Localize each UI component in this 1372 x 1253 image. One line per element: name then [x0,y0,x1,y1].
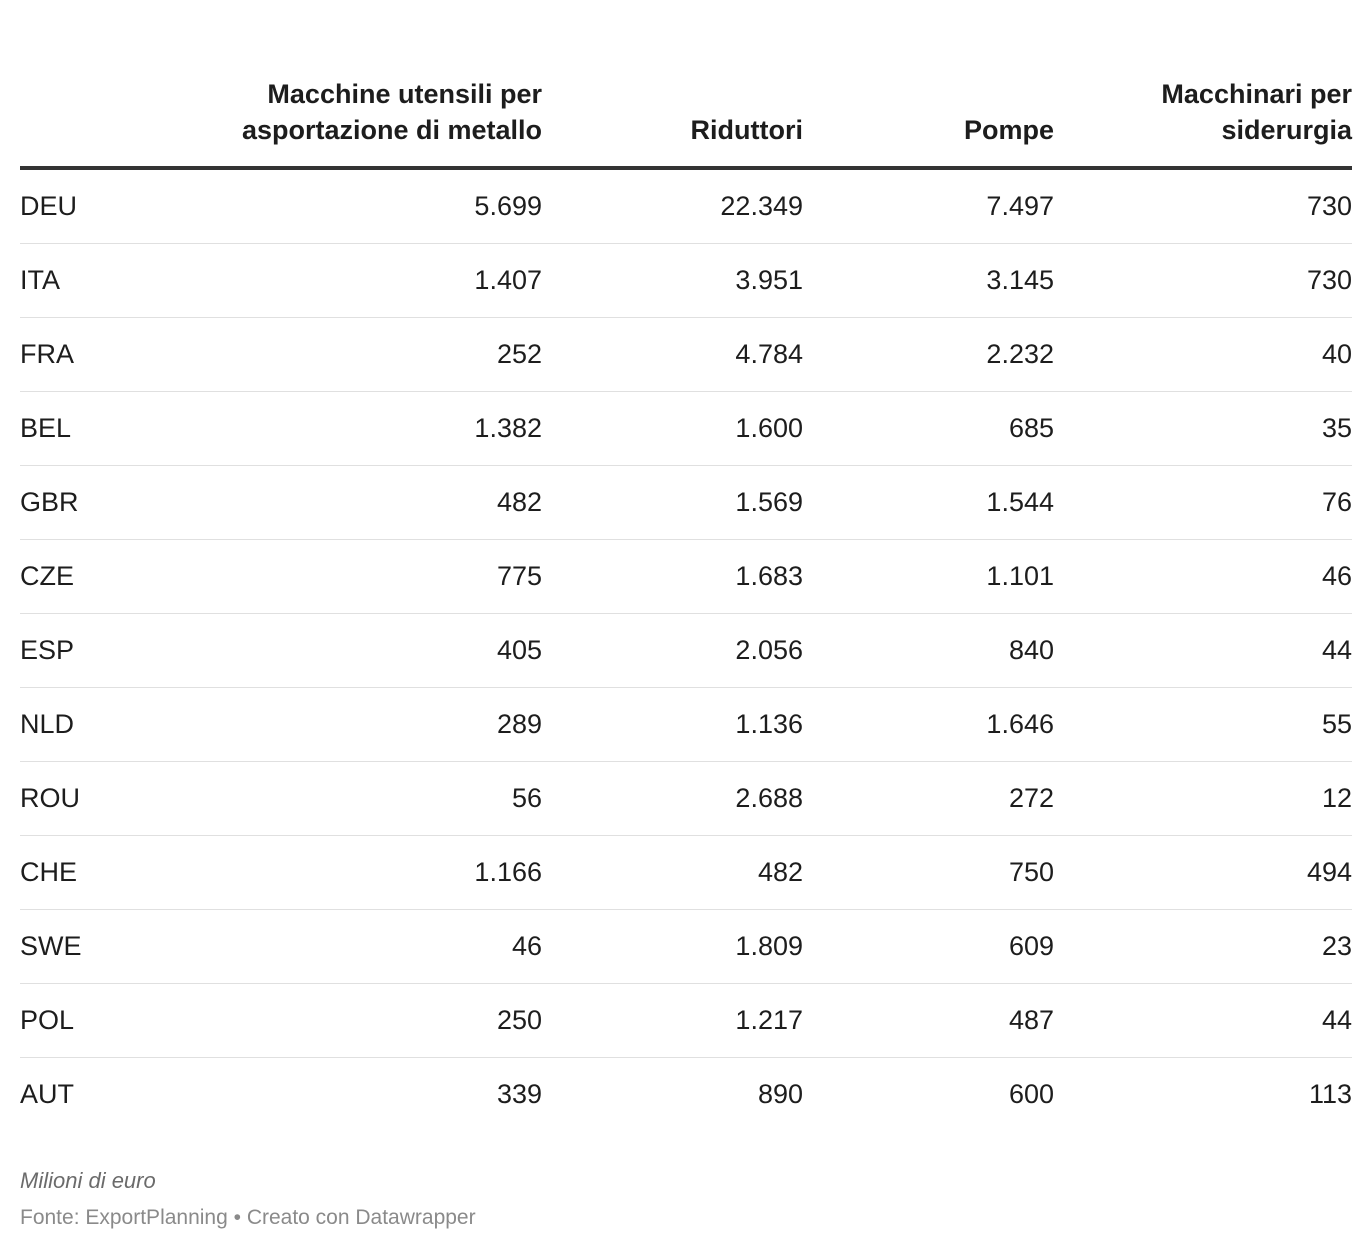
table-body [20,168,1352,1131]
value-cell: 494 [1054,836,1352,910]
value-cell: 1.166 [200,836,542,910]
table-row [20,392,1352,466]
value-cell: 12 [1054,762,1352,836]
value-cell: 339 [496,1079,542,1109]
table-row [20,244,1352,318]
value-cell: 23 [1054,910,1352,984]
value-cell: 1.101 [803,540,1054,614]
value-cell: 35 [1054,392,1352,466]
value-cell: 750 [803,836,1054,910]
value-cell: 685 [803,392,1054,466]
value-cell: 7.497 [803,168,1054,244]
value-cell: 44 [1054,614,1352,688]
table-header [20,40,1352,168]
table-row [20,540,1352,614]
value-cell: 56 [200,762,542,836]
value-cell: 40 [1054,318,1352,392]
value-cell: 55 [1054,688,1352,762]
value-cell: 113 [1308,1079,1352,1109]
country-cell: SWE [20,910,200,984]
country-cell: ESP [20,614,200,688]
column-header-country [20,40,200,168]
value-cell: 44 [1054,984,1352,1058]
notes-text: Milioni di euro [20,1168,156,1193]
value-cell: 487 [803,984,1054,1058]
value-cell: 272 [803,762,1054,836]
table-row [20,466,1352,540]
value-cell: 5.699 [200,168,542,244]
value-cell: 3.145 [803,244,1054,318]
country-cell: DEU [20,168,200,244]
table-row [20,762,1352,836]
value-cell: 890 [757,1079,803,1109]
table-row [20,688,1352,762]
value-cell: 1.600 [542,392,803,466]
value-cell: 1.382 [200,392,542,466]
value-cell: 76 [1054,466,1352,540]
value-cell: 250 [200,984,542,1058]
data-table [20,40,1352,1131]
value-cell: 4.784 [542,318,803,392]
value-cell: 46 [200,910,542,984]
country-cell: CHE [20,836,200,910]
country-cell: POL [20,984,200,1058]
column-header-steel-machinery: Macchinari per siderurgia [1054,40,1352,168]
value-cell: 1.809 [542,910,803,984]
header-row [20,40,1352,168]
value-cell: 840 [803,614,1054,688]
table-row [20,836,1352,910]
column-header-pumps: Pompe [803,40,1054,168]
value-cell: 600 [1008,1079,1054,1109]
value-cell: 482 [200,466,542,540]
value-cell: 609 [803,910,1054,984]
value-cell: 2.056 [542,614,803,688]
value-cell: 482 [542,836,803,910]
table-row [20,614,1352,688]
value-cell: 289 [200,688,542,762]
value-cell: 1.646 [803,688,1054,762]
column-header-machine-tools: Macchine utensili per asportazione di metallo [200,40,542,168]
country-cell: ITA [20,244,200,318]
value-cell: 22.349 [542,168,803,244]
value-cell: 1.569 [542,466,803,540]
country-cell: GBR [20,466,200,540]
table-row [20,168,1352,244]
value-cell: 1.683 [542,540,803,614]
table-row [20,1058,1352,1132]
column-header-reducers: Riduttori [542,40,803,168]
value-cell: 46 [1054,540,1352,614]
value-cell: 3.951 [542,244,803,318]
table-row [20,984,1352,1058]
country-cell: ROU [20,762,200,836]
value-cell: 405 [200,614,542,688]
source-footer: Fonte: ExportPlanning • Creato con Datawrapper [20,1206,476,1229]
country-cell: AUT [20,1079,74,1109]
table-row [20,318,1352,392]
value-cell: 1.136 [542,688,803,762]
table-row [20,910,1352,984]
value-cell: 1.407 [200,244,542,318]
country-cell: BEL [20,392,200,466]
data-table-container [20,40,1352,1131]
value-cell: 252 [200,318,542,392]
value-cell: 730 [1054,168,1352,244]
country-cell: FRA [20,318,200,392]
value-cell: 2.232 [803,318,1054,392]
value-cell: 730 [1054,244,1352,318]
country-cell: CZE [20,540,200,614]
value-cell: 775 [200,540,542,614]
value-cell: 1.544 [803,466,1054,540]
country-cell: NLD [20,688,200,762]
value-cell: 1.217 [542,984,803,1058]
value-cell: 2.688 [542,762,803,836]
